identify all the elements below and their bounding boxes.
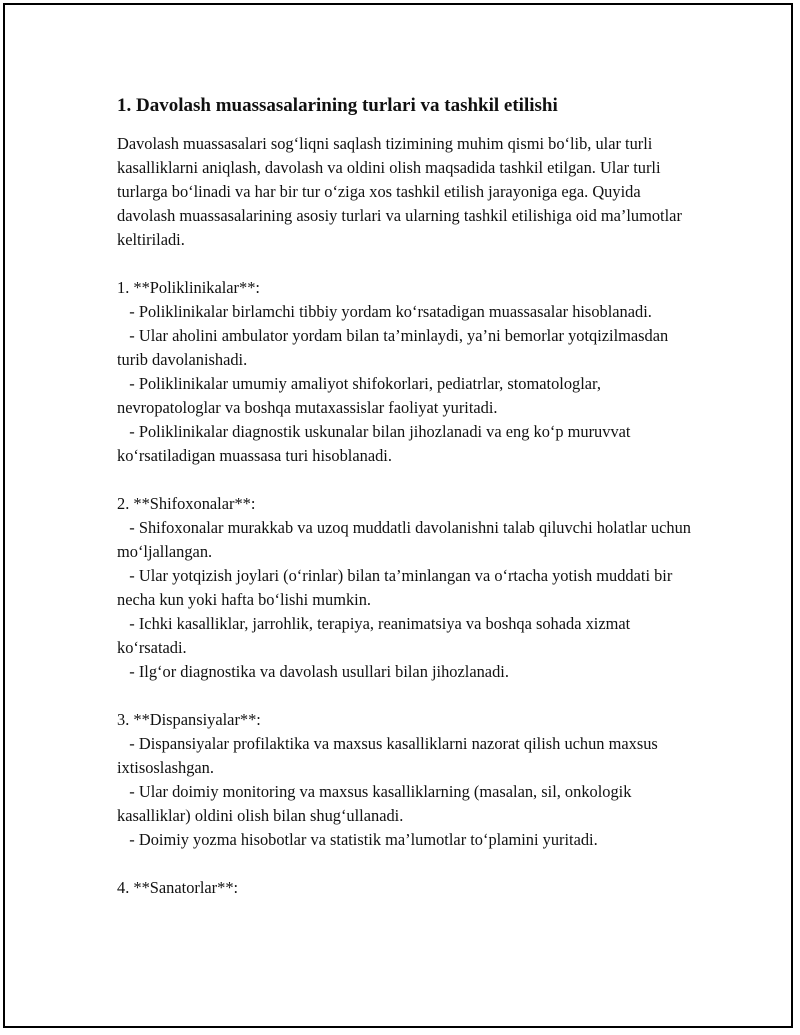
section-heading: 3. **Dispansiyalar**: (117, 710, 261, 729)
list-item: - Ular yotqizish joylari (o‘rinlar) bilan ta’minlangan va o‘rtacha yotish muddati bir necha kun yoki hafta bo‘lishi mumkin. (117, 566, 677, 609)
section-dispansiyalar (117, 708, 697, 852)
section-shifoxonalar (117, 492, 697, 684)
section-heading: 2. **Shifoxonalar**: (117, 494, 256, 513)
section-heading: 1. **Poliklinikalar**: (117, 278, 260, 297)
list-item: - Ular aholini ambulator yordam bilan ta’minlaydi, ya’ni bemorlar yotqizilmasdan turib davolanishadi. (117, 326, 673, 369)
section-poliklinikalar (117, 276, 697, 468)
list-item: - Dispansiyalar profilaktika va maxsus kasalliklarni nazorat qilish uchun maxsus ixtisoslashgan. (117, 734, 662, 777)
list-item: - Ilg‘or diagnostika va davolash usullari bilan jihozlanadi. (117, 662, 509, 681)
list-item: - Poliklinikalar diagnostik uskunalar bilan jihozlanadi va eng ko‘p muruvvat ko‘rsatiladigan muassasa turi hisoblanadi. (117, 422, 635, 465)
document-body (117, 94, 697, 900)
list-item: - Shifoxonalar murakkab va uzoq muddatli davolanishni talab qiluvchi holatlar uchun mo‘ljallangan. (117, 518, 696, 561)
list-item: - Ular doimiy monitoring va maxsus kasalliklarning (masalan, sil, onkologik kasalliklar) oldini olish bilan shug‘ullanadi. (117, 782, 636, 825)
document-title: 1. Davolash muassasalarining turlari va tashkil etilishi (117, 95, 558, 116)
section-sanatorlar (117, 876, 697, 900)
intro-paragraph: Davolash muassasalari sog‘liqni saqlash tizimining muhim qismi bo‘lib, ular turli kasalliklarni aniqlash, davolash va oldini olish maqsadida tashkil etilgan. Ular turli turlarga bo‘linadi va har bir tur o‘ziga xos tashkil etilish jarayoniga ega. Quyida davolash muassasalarining asosiy turlari va ularning tashkil etilishiga oid ma’lumotlar keltiriladi. (117, 134, 687, 249)
list-item: - Poliklinikalar umumiy amaliyot shifokorlari, pediatrlar, stomatologlar, nevropatologlar va boshqa mutaxassislar faoliyat yuritadi. (117, 374, 606, 417)
list-item: - Doimiy yozma hisobotlar va statistik ma’lumotlar to‘plamini yuritadi. (117, 830, 598, 849)
section-heading: 4. **Sanatorlar**: (117, 878, 239, 897)
list-item: - Ichki kasalliklar, jarrohlik, terapiya, reanimatsiya va boshqa sohada xizmat ko‘rsatadi. (117, 614, 635, 657)
list-item: - Poliklinikalar birlamchi tibbiy yordam ko‘rsatadigan muassasalar hisoblanadi. (117, 302, 652, 321)
